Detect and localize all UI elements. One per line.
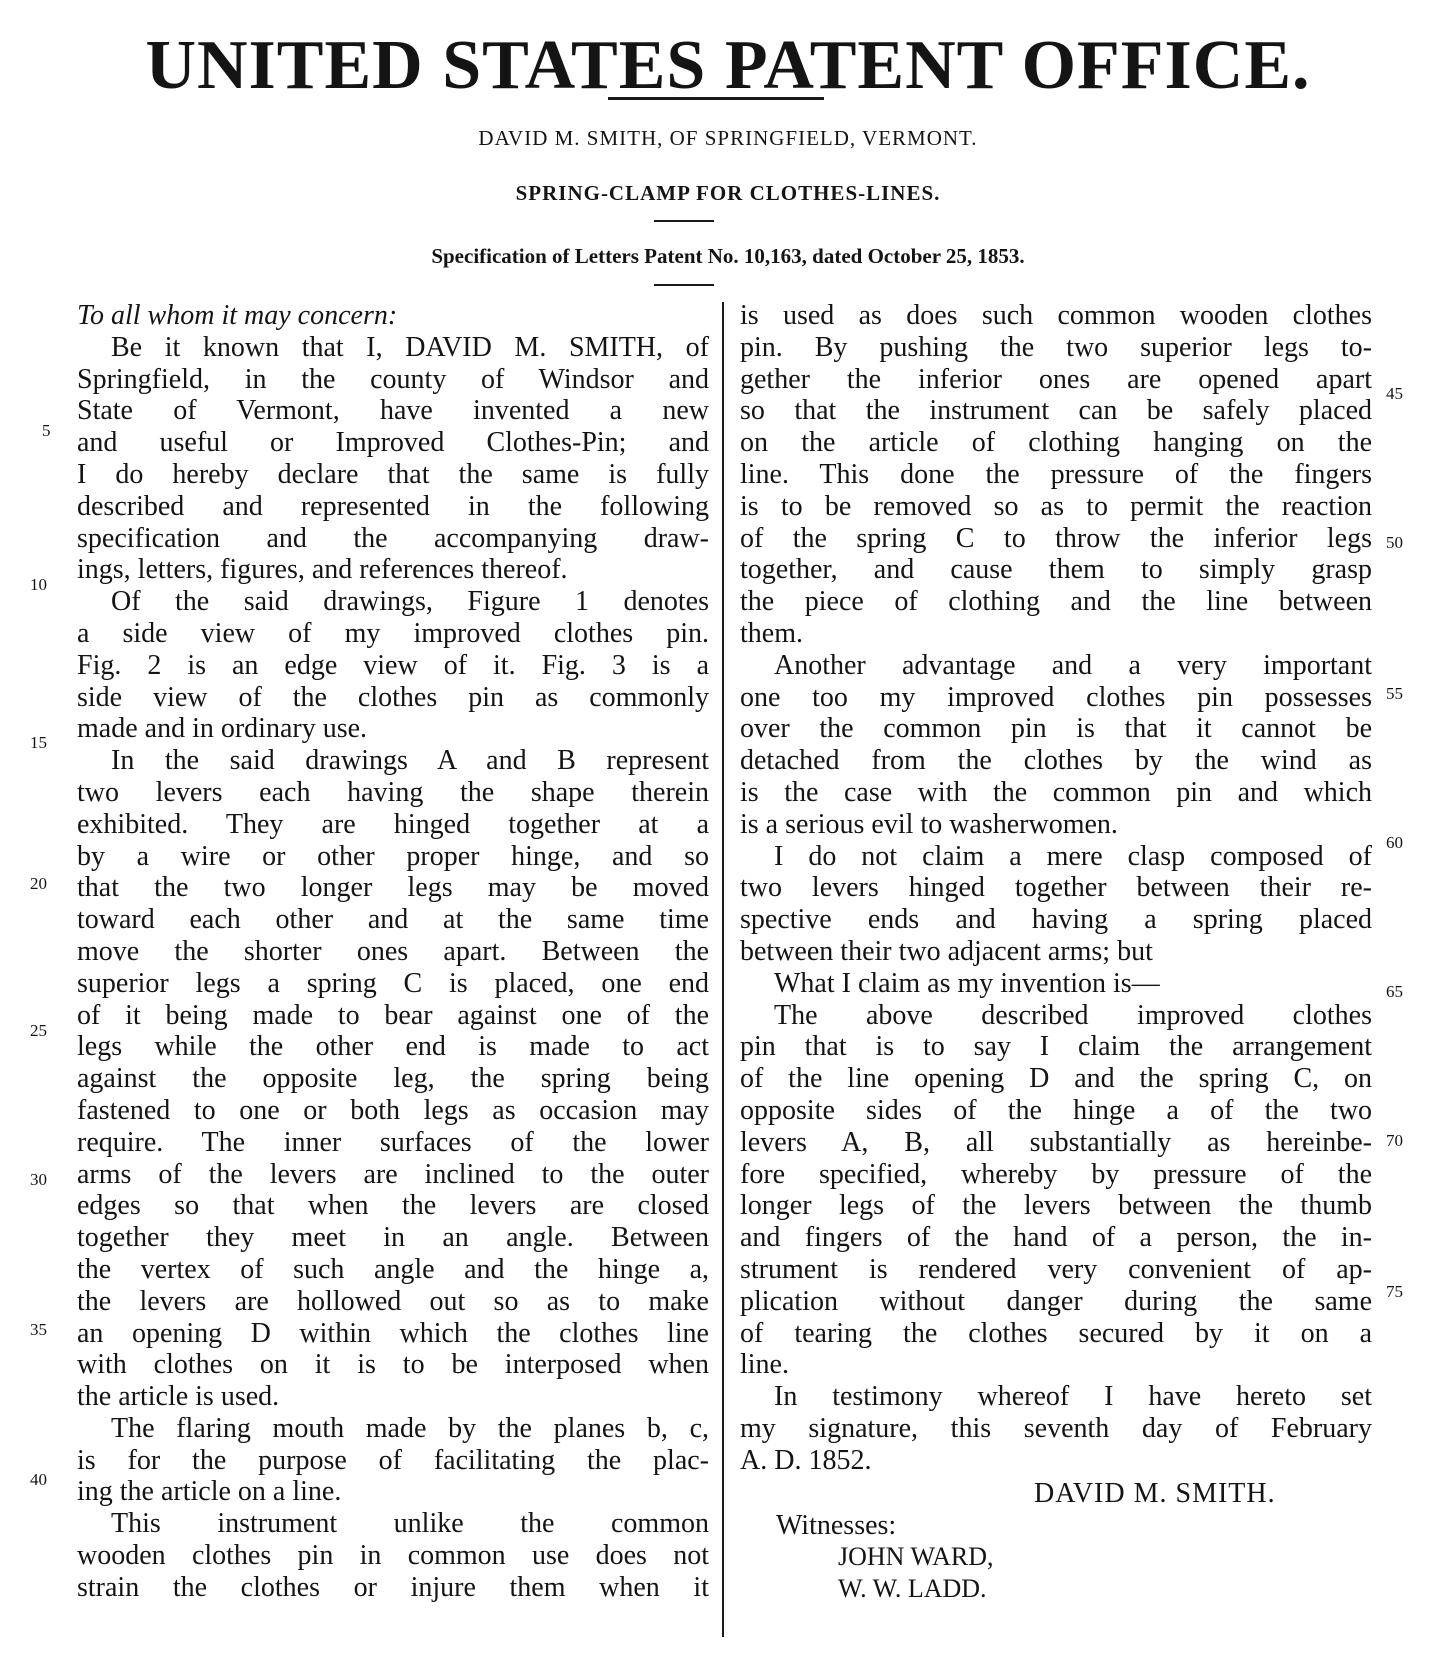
body-line: plication without danger during the same: [740, 1285, 1372, 1317]
line-number: 15: [30, 733, 47, 752]
body-line: together, and cause them to simply grasp: [740, 554, 1372, 586]
body-line: opposite sides of the hinge a of the two: [740, 1094, 1372, 1126]
column-divider: [722, 302, 724, 1637]
specification-line: Specification of Letters Patent No. 10,163, dated October 25, 1853.: [431, 244, 1025, 268]
body-line: superior legs a spring C is placed, one end: [77, 967, 709, 999]
inventor-line: DAVID M. SMITH, OF SPRINGFIELD, VERMONT.: [478, 126, 978, 150]
body-line: is the case with the common pin and which: [740, 776, 1372, 808]
office-title: UNITED STATES PATENT OFFICE.: [145, 27, 1311, 104]
body-line: This instrument unlike the common: [111, 1508, 709, 1540]
line-number: 40: [30, 1470, 47, 1489]
invention-title: SPRING-CLAMP FOR CLOTHES-LINES.: [515, 181, 941, 205]
line-number: 10: [30, 575, 47, 594]
body-line: In the said drawings A and B represent: [111, 745, 709, 777]
salutation: To all whom it may concern:: [77, 300, 398, 331]
body-line: two levers each having the shape therein: [77, 776, 709, 808]
line-number: 55: [1386, 684, 1403, 703]
body-line: by a wire or other proper hinge, and so: [77, 840, 709, 872]
body-line: legs while the other end is made to act: [77, 1031, 709, 1063]
body-line: pin. By pushing the two superior legs to-: [740, 331, 1372, 363]
body-line: between their two adjacent arms; but: [740, 935, 1153, 967]
body-line: strument is rendered very convenient of ap-: [740, 1253, 1372, 1285]
body-line: of the spring C to throw the inferior legs: [740, 522, 1372, 554]
body-line: the vertex of such angle and the hinge a,: [77, 1253, 709, 1285]
line-number: 20: [30, 874, 47, 893]
body-line: together they meet in an angle. Between: [77, 1222, 709, 1254]
witness-name: JOHN WARD,: [838, 1542, 994, 1571]
line-number: 30: [30, 1170, 47, 1189]
body-line: line.: [740, 1349, 789, 1381]
body-line: I do not claim a mere clasp composed of: [774, 840, 1372, 872]
body-line: made and in ordinary use.: [77, 713, 368, 745]
body-line: on the article of clothing hanging on the: [740, 427, 1372, 459]
body-line: and fingers of the hand of a person, the in-: [740, 1222, 1372, 1254]
right-column: [740, 300, 1372, 1476]
body-line: a side view of my improved clothes pin.: [77, 617, 709, 649]
body-line: my signature, this seventh day of February: [740, 1412, 1372, 1444]
witnesses-label: Witnesses:: [776, 1510, 897, 1541]
invention-rule: [654, 220, 714, 222]
body-line: is to be removed so as to permit the reaction: [740, 490, 1372, 522]
body-line: detached from the clothes by the wind as: [740, 745, 1372, 777]
body-line: two levers hinged together between their re-: [740, 872, 1372, 904]
body-line: line. This done the pressure of the fingers: [740, 458, 1372, 490]
body-line: over the common pin is that it cannot be: [740, 713, 1372, 745]
body-line: A. D. 1852.: [740, 1444, 872, 1476]
body-line: arms of the levers are inclined to the outer: [77, 1158, 709, 1190]
body-line: of tearing the clothes secured by it on a: [740, 1317, 1372, 1349]
body-line: exhibited. They are hinged together at a: [77, 808, 709, 840]
left-column: [77, 300, 709, 1604]
body-line: with clothes on it is to be interposed when: [77, 1349, 709, 1381]
body-line: side view of the clothes pin as commonly: [77, 681, 709, 713]
line-number: 75: [1386, 1282, 1403, 1301]
body-line: require. The inner surfaces of the lower: [77, 1126, 709, 1158]
body-line: is used as does such common wooden clothes: [740, 300, 1372, 331]
body-line: specification and the accompanying draw-: [77, 522, 709, 554]
line-number: 65: [1386, 982, 1403, 1001]
body-line: Another advantage and a very important: [774, 649, 1372, 681]
witness-name: W. W. LADD.: [838, 1574, 987, 1603]
body-line: is a serious evil to washerwomen.: [740, 808, 1118, 840]
body-line: spective ends and having a spring placed: [740, 904, 1372, 936]
body-line: The above described improved clothes: [774, 999, 1372, 1031]
body-line: The flaring mouth made by the planes b, c,: [111, 1412, 709, 1444]
line-number: 70: [1386, 1131, 1403, 1150]
body-line: against the opposite leg, the spring being: [77, 1063, 709, 1095]
body-line: so that the instrument can be safely placed: [740, 395, 1372, 427]
body-line: I do hereby declare that the same is fully: [77, 458, 709, 490]
signature-name: DAVID M. SMITH.: [1034, 1478, 1276, 1509]
body-line: of it being made to bear against one of the: [77, 999, 709, 1031]
line-number: 5: [42, 421, 51, 440]
body-line: ings, letters, figures, and references thereof.: [77, 554, 568, 586]
body-line: one too my improved clothes pin possesses: [740, 681, 1372, 713]
body-line: fastened to one or both legs as occasion may: [77, 1094, 709, 1126]
body-line: the piece of clothing and the line between: [740, 586, 1372, 618]
specification-rule: [654, 284, 714, 286]
body-line: toward each other and at the same time: [77, 904, 709, 936]
body-line: State of Vermont, have invented a new: [77, 395, 709, 427]
body-line: the article is used.: [77, 1381, 280, 1413]
body-line: levers A, B, all substantially as hereinbe-: [740, 1126, 1372, 1158]
line-number: 25: [30, 1021, 47, 1040]
title-rule: [608, 97, 824, 100]
body-line: that the two longer legs may be moved: [77, 872, 709, 904]
body-line: an opening D within which the clothes line: [77, 1317, 709, 1349]
body-line: strain the clothes or injure them when it: [77, 1571, 709, 1603]
body-line: Of the said drawings, Figure 1 denotes: [111, 586, 709, 618]
body-line: them.: [740, 617, 803, 649]
body-line: What I claim as my invention is—: [774, 967, 1160, 999]
body-line: gether the inferior ones are opened apart: [740, 363, 1372, 395]
body-line: Springfield, in the county of Windsor and: [77, 363, 709, 395]
body-line: move the shorter ones apart. Between the: [77, 935, 709, 967]
body-line: edges so that when the levers are closed: [77, 1190, 709, 1222]
body-line: longer legs of the levers between the thumb: [740, 1190, 1372, 1222]
body-line: fore specified, whereby by pressure of the: [740, 1158, 1372, 1190]
body-line: Be it known that I, DAVID M. SMITH, of: [111, 331, 709, 363]
body-line: pin that is to say I claim the arrangement: [740, 1031, 1372, 1063]
body-line: is for the purpose of facilitating the plac-: [77, 1444, 709, 1476]
line-number: 45: [1386, 384, 1403, 403]
line-number: 35: [30, 1320, 47, 1339]
line-number: 50: [1386, 533, 1403, 552]
line-number: 60: [1386, 833, 1403, 852]
body-line: and useful or Improved Clothes-Pin; and: [77, 427, 709, 459]
body-line: Fig. 2 is an edge view of it. Fig. 3 is a: [77, 649, 709, 681]
body-line: of the line opening D and the spring C, on: [740, 1063, 1372, 1095]
body-line: ing the article on a line.: [77, 1476, 342, 1508]
body-line: wooden clothes pin in common use does not: [77, 1540, 709, 1572]
body-line: the levers are hollowed out so as to make: [77, 1285, 709, 1317]
body-line: In testimony whereof I have hereto set: [774, 1381, 1372, 1413]
body-line: described and represented in the following: [77, 490, 709, 522]
